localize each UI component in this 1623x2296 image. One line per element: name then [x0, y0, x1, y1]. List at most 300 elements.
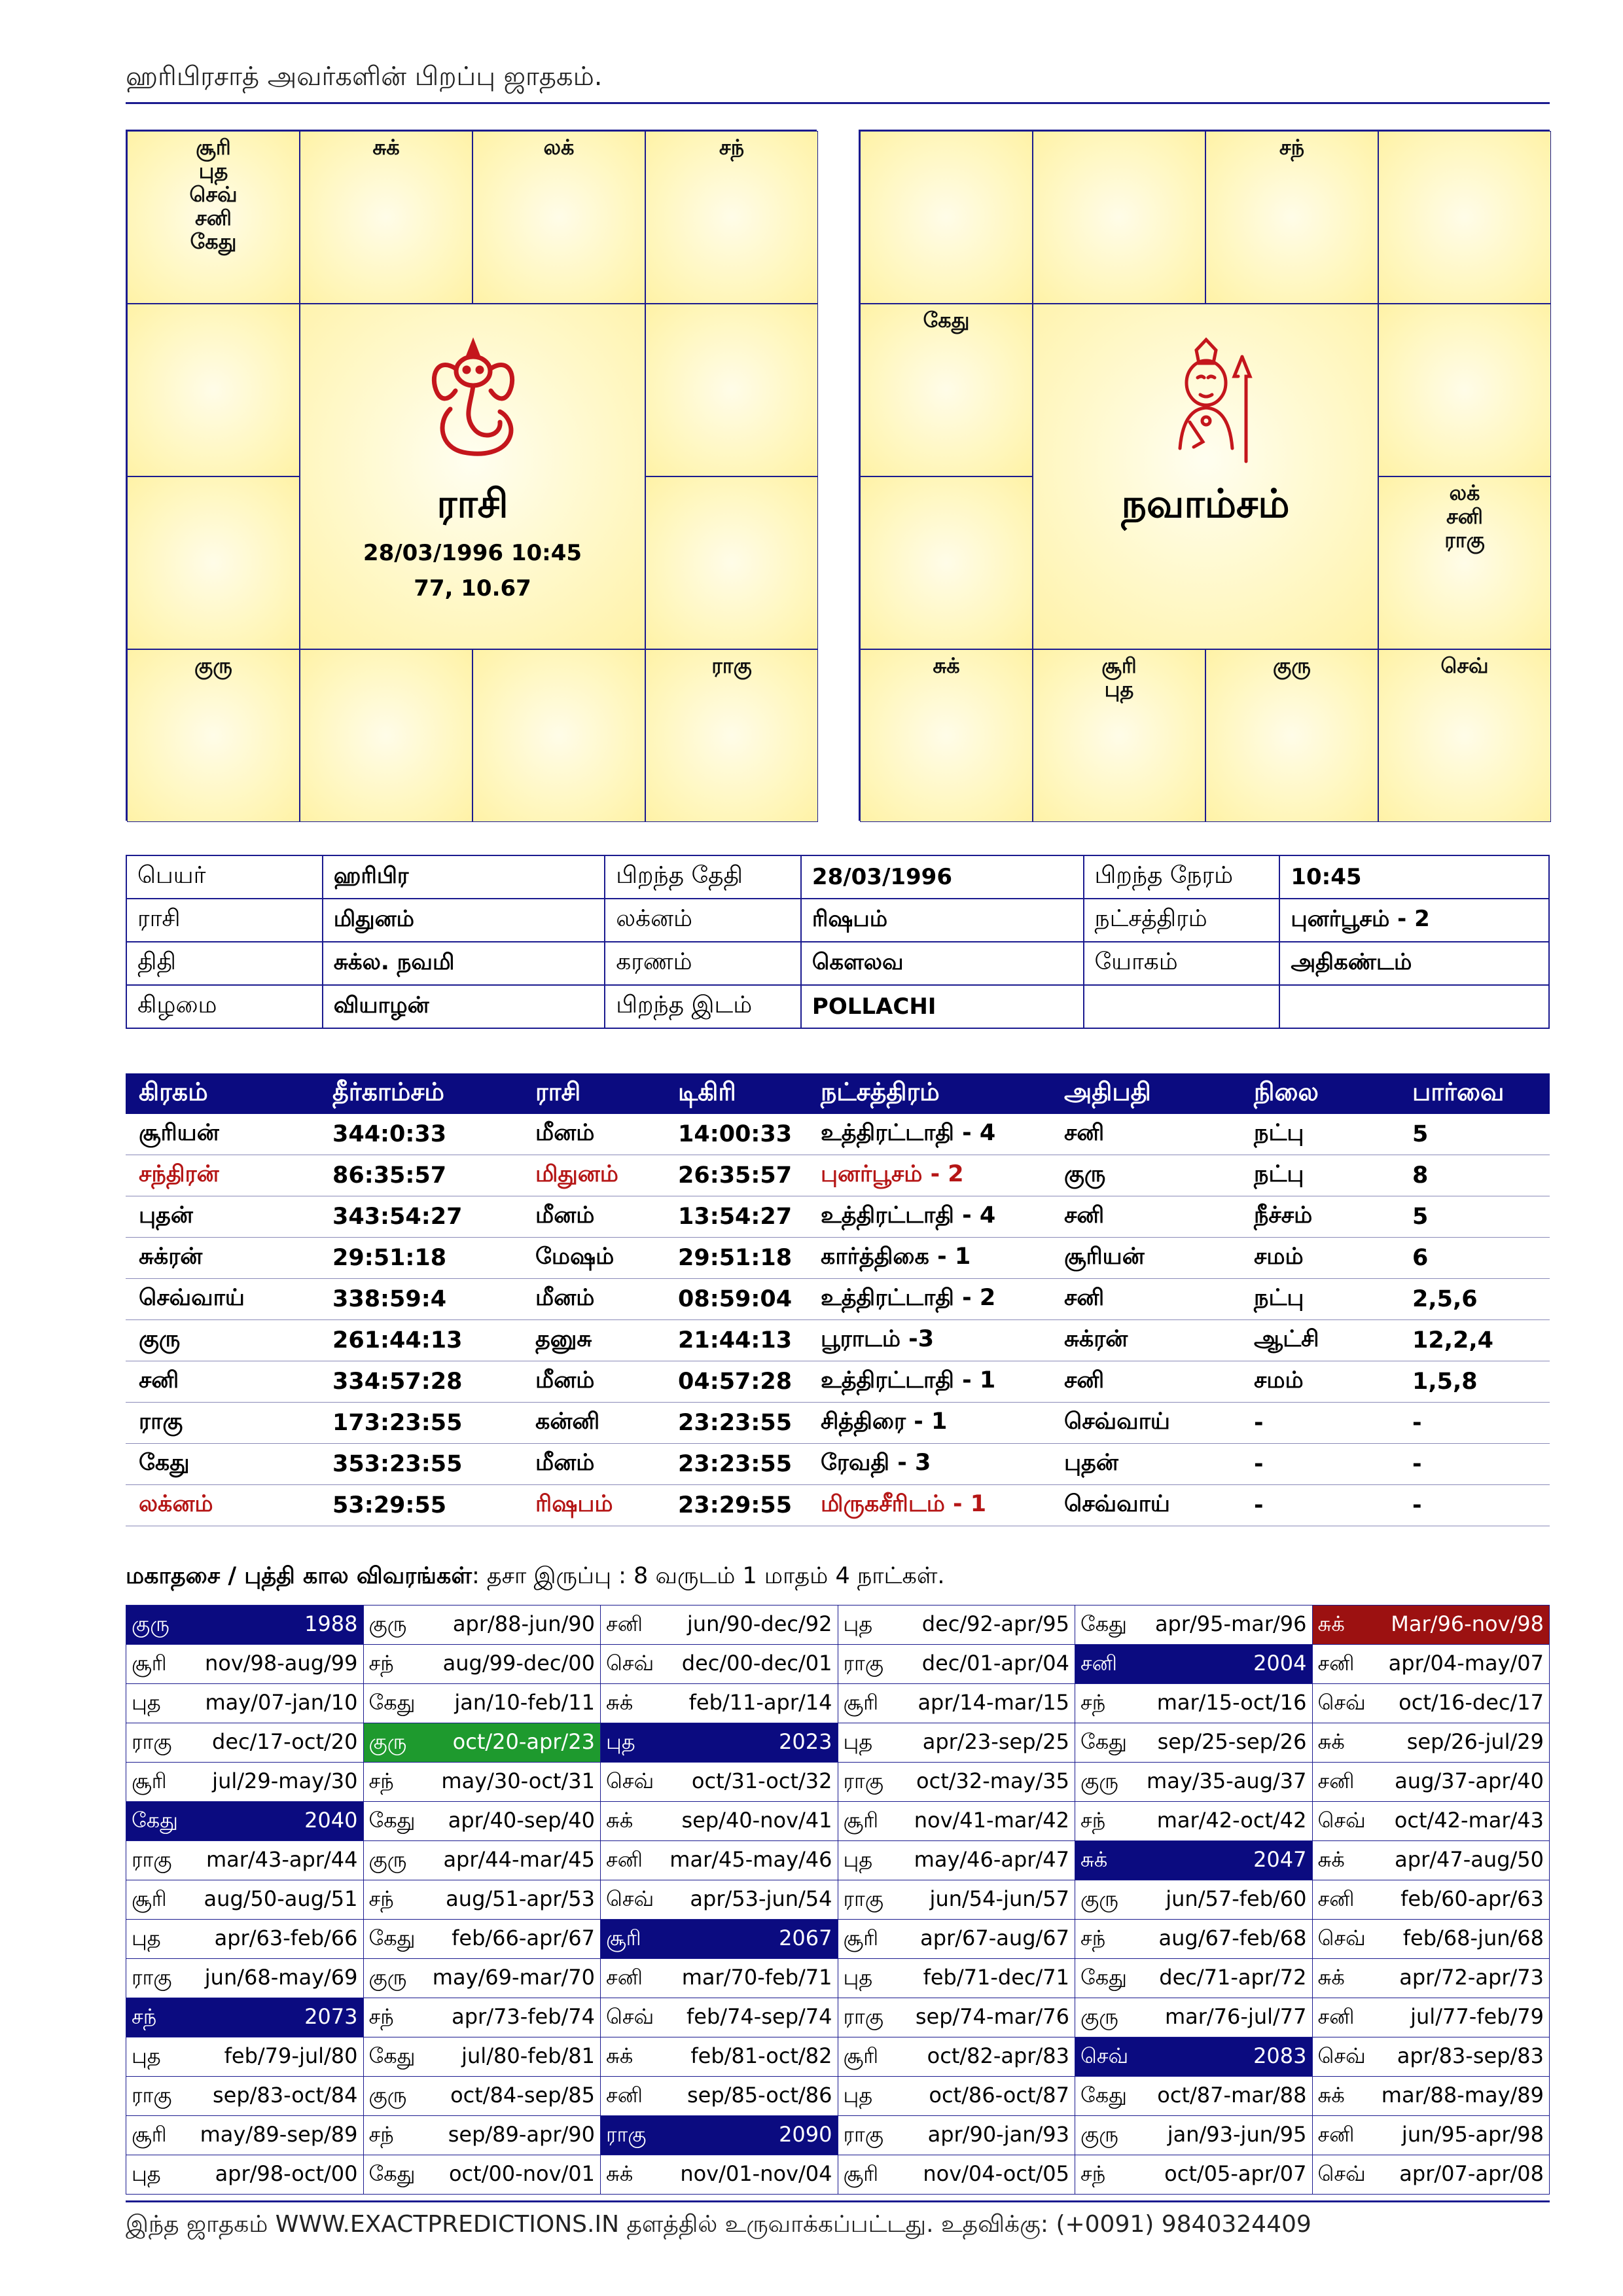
dasa-period: sep/25-sep/26	[1157, 1729, 1307, 1754]
dasa-cell	[1075, 1880, 1313, 1920]
planet-cell: சனி	[126, 1361, 319, 1403]
dasa-row	[126, 1763, 1550, 1802]
details-value	[1279, 985, 1549, 1028]
planet-row	[126, 1361, 1550, 1403]
dasa-cell	[838, 1605, 1075, 1645]
rasi-house-meenam: சூரி புத செவ் சனி கேது	[127, 131, 300, 304]
details-label: நட்சத்திரம்	[1084, 899, 1280, 942]
details-value: ரிஷபம்	[801, 899, 1084, 942]
dasa-planet: சனி	[1317, 2121, 1355, 2147]
birth-coordinates: 77, 10.67	[414, 575, 531, 601]
details-label: பெயர்	[126, 855, 323, 899]
dasa-planet: கேது	[1080, 1611, 1127, 1636]
dasa-cell	[1075, 1802, 1313, 1841]
details-value: சுக்ல. நவமி	[323, 942, 605, 985]
dasa-period: 2073	[304, 2003, 358, 2029]
navamsa-center	[1033, 304, 1378, 649]
dasa-planet: சுக்	[1317, 1964, 1345, 1990]
planet-cell: உத்திரட்டாதி - 2	[808, 1279, 1051, 1320]
dasa-cell	[601, 1920, 838, 1959]
dasa-cell	[601, 1645, 838, 1684]
dasa-period: sep/74-mar/76	[915, 2003, 1069, 2029]
planet-cell: குரு	[126, 1320, 319, 1361]
dasa-period: apr/53-jun/54	[690, 1886, 832, 1911]
dasa-cell	[363, 1605, 601, 1645]
planet-cell: மேஷம்	[522, 1238, 665, 1279]
dasa-period: apr/73-feb/74	[452, 2003, 595, 2029]
planets-table	[126, 1073, 1550, 1526]
dasa-planet: சந்	[368, 2121, 394, 2147]
dasa-planet: புத	[843, 1964, 873, 1990]
details-row	[126, 899, 1549, 942]
dasa-planet: சுக்	[1080, 1846, 1108, 1872]
dasa-period: sep/89-apr/90	[448, 2121, 595, 2147]
dasa-row	[126, 2155, 1550, 2195]
dasa-cell	[1075, 1763, 1313, 1802]
planet-cell: 23:23:55	[665, 1444, 808, 1485]
dasa-period: apr/90-jan/93	[927, 2121, 1069, 2147]
planet-cell: கார்த்திகை - 1	[808, 1238, 1051, 1279]
planet-row	[126, 1114, 1550, 1155]
dasa-cell	[1312, 1920, 1550, 1959]
dasa-period: 2004	[1253, 1650, 1307, 1676]
dasa-period: jun/57-feb/60	[1166, 1886, 1307, 1911]
details-label: ராசி	[126, 899, 323, 942]
dasa-period: may/35-aug/37	[1147, 1768, 1307, 1793]
planet-cell: 338:59:4	[319, 1279, 522, 1320]
planet-cell: 29:51:18	[665, 1238, 808, 1279]
dasa-period: 2023	[779, 1729, 832, 1754]
dasa-cell	[126, 1802, 364, 1841]
dasa-period: jan/93-jun/95	[1167, 2121, 1307, 2147]
dasa-planet: புத	[132, 2161, 161, 2186]
dasa-period: mar/70-feb/71	[681, 1964, 832, 1990]
dasa-planet: சுக்	[606, 1689, 633, 1715]
dasa-row	[126, 1880, 1550, 1920]
rasi-center	[300, 304, 645, 649]
dasa-planet: சந்	[132, 2003, 157, 2029]
dasa-period: mar/42-oct/42	[1156, 1807, 1307, 1833]
rasi-house-kumbam	[127, 304, 300, 476]
dasa-planet: சூரி	[843, 2161, 879, 2186]
dasa-heading	[126, 1563, 945, 1592]
details-value: புனர்பூசம் - 2	[1279, 899, 1549, 942]
dasa-period: feb/74-sep/74	[687, 2003, 832, 2029]
planet-cell: -	[1241, 1403, 1399, 1444]
navamsa-house-meenam	[860, 131, 1033, 304]
planet-cell: -	[1399, 1403, 1550, 1444]
planet-cell: செவ்வாய்	[1051, 1403, 1241, 1444]
dasa-period: sep/26-jul/29	[1406, 1729, 1544, 1754]
dasa-planet: செவ்	[1317, 2043, 1366, 2068]
navamsa-house-mesham	[1033, 131, 1205, 304]
dasa-planet: சனி	[606, 1964, 643, 1990]
dasa-planet: ராகு	[132, 2082, 172, 2108]
dasa-period: apr/98-oct/00	[215, 2161, 358, 2186]
planets-header-cell: கிரகம்	[126, 1073, 319, 1114]
planet-cell: தனுசு	[522, 1320, 665, 1361]
dasa-planet: செவ்	[1317, 1689, 1366, 1715]
dasa-period: jun/54-jun/57	[929, 1886, 1069, 1911]
dasa-planet: சனி	[1317, 1768, 1355, 1793]
dasa-period: apr/14-mar/15	[918, 1689, 1069, 1715]
rasi-house-makaram	[127, 476, 300, 649]
dasa-balance: : தசா இருப்பு : 8 வருடம் 1 மாதம் 4 நாட்கள்.	[471, 1563, 945, 1589]
dasa-cell	[1075, 1920, 1313, 1959]
dasa-cell	[601, 2077, 838, 2116]
dasa-period: may/46-apr/47	[914, 1846, 1069, 1872]
dasa-cell	[126, 1645, 364, 1684]
dasa-planet: ராகு	[843, 1650, 883, 1676]
dasa-row	[126, 1723, 1550, 1763]
planets-header-cell: தீர்காம்சம்	[319, 1073, 522, 1114]
navamsa-house-mithunam	[1378, 131, 1551, 304]
planet-cell: 21:44:13	[665, 1320, 808, 1361]
planet-cell: 29:51:18	[319, 1238, 522, 1279]
planet-cell: சமம்	[1241, 1238, 1399, 1279]
planet-cell: மிதுனம்	[522, 1155, 665, 1196]
dasa-period: dec/01-apr/04	[921, 1650, 1069, 1676]
navamsa-chart	[859, 130, 1550, 821]
planet-cell: 6	[1399, 1238, 1550, 1279]
dasa-planet: சனி	[1080, 1650, 1117, 1676]
dasa-period: jun/95-apr/98	[1401, 2121, 1544, 2147]
dasa-period: 2067	[779, 1925, 832, 1950]
dasa-cell	[1312, 2037, 1550, 2077]
dasa-planet: கேது	[132, 1807, 178, 1833]
dasa-cell	[363, 1841, 601, 1880]
planet-cell: நீச்சம்	[1241, 1196, 1399, 1238]
dasa-planet: சந்	[1080, 1925, 1106, 1950]
planet-row	[126, 1238, 1550, 1279]
dasa-cell	[838, 1959, 1075, 1998]
dasa-period: dec/71-apr/72	[1159, 1964, 1307, 1990]
dasa-planet: கேது	[368, 1925, 416, 1950]
dasa-row	[126, 2116, 1550, 2155]
planet-row	[126, 1444, 1550, 1485]
planet-row	[126, 1320, 1550, 1361]
planet-cell: 86:35:57	[319, 1155, 522, 1196]
dasa-planet: சந்	[368, 2003, 394, 2029]
planet-cell: 12,2,4	[1399, 1320, 1550, 1361]
planet-cell: உத்திரட்டாதி - 1	[808, 1361, 1051, 1403]
dasa-cell	[1312, 1802, 1550, 1841]
details-value: கௌலவ	[801, 942, 1084, 985]
dasa-period: sep/85-oct/86	[687, 2082, 832, 2108]
planet-cell: 5	[1399, 1196, 1550, 1238]
dasa-planet: கேது	[368, 2161, 416, 2186]
dasa-period: aug/67-feb/68	[1158, 1925, 1307, 1950]
dasa-planet: ராகு	[132, 1846, 172, 1872]
dasa-planet: சனி	[1317, 1650, 1355, 1676]
dasa-planet: குரு	[368, 1611, 407, 1636]
dasa-planet: குரு	[1080, 2121, 1118, 2147]
navamsa-house-dhanusu: சுக்	[860, 649, 1033, 822]
dasa-period: apr/72-apr/73	[1399, 1964, 1544, 1990]
dasa-cell	[601, 2037, 838, 2077]
dasa-cell	[1312, 1763, 1550, 1802]
dasa-cell	[363, 1920, 601, 1959]
dasa-period: oct/20-apr/23	[452, 1729, 595, 1754]
dasa-period: apr/47-aug/50	[1395, 1846, 1544, 1872]
dasa-cell	[838, 1880, 1075, 1920]
dasa-period: dec/00-dec/01	[681, 1650, 832, 1676]
dasa-period: mar/45-may/46	[669, 1846, 832, 1872]
dasa-period: apr/95-mar/96	[1154, 1611, 1307, 1636]
dasa-period: sep/83-oct/84	[212, 2082, 358, 2108]
planet-cell: மீனம்	[522, 1361, 665, 1403]
dasa-planet: சந்	[1080, 1689, 1106, 1715]
dasa-cell	[838, 2077, 1075, 2116]
planet-cell: நட்பு	[1241, 1279, 1399, 1320]
dasa-planet: குரு	[368, 1846, 407, 1872]
planet-cell: உத்திரட்டாதி - 4	[808, 1114, 1051, 1155]
dasa-cell	[1075, 2037, 1313, 2077]
planet-cell: மீனம்	[522, 1279, 665, 1320]
planet-cell: 1,5,8	[1399, 1361, 1550, 1403]
dasa-planet: சூரி	[606, 1925, 641, 1950]
details-value: 10:45	[1279, 855, 1549, 899]
dasa-period: oct/42-mar/43	[1394, 1807, 1544, 1833]
dasa-planet: சுக்	[606, 2043, 633, 2068]
dasa-planet: சூரி	[843, 1807, 879, 1833]
dasa-planet: கேது	[368, 2043, 416, 2068]
planet-row	[126, 1403, 1550, 1444]
planet-cell: 23:23:55	[665, 1403, 808, 1444]
dasa-cell	[126, 1959, 364, 1998]
dasa-planet: சனி	[606, 1611, 643, 1636]
dasa-cell	[601, 2155, 838, 2195]
planet-cell: 53:29:55	[319, 1485, 522, 1526]
dasa-cell	[601, 1998, 838, 2037]
dasa-planet: சந்	[368, 1650, 394, 1676]
dasa-cell	[1075, 1645, 1313, 1684]
planet-cell: 13:54:27	[665, 1196, 808, 1238]
footer-divider	[126, 2200, 1550, 2202]
details-label: யோகம்	[1084, 942, 1280, 985]
dasa-period: apr/40-sep/40	[448, 1807, 595, 1833]
ganesha-icon	[418, 331, 529, 461]
details-label: பிறந்த நேரம்	[1084, 855, 1280, 899]
dasa-period: 1988	[304, 1611, 358, 1636]
planet-cell: 5	[1399, 1114, 1550, 1155]
dasa-planet: புத	[606, 1729, 635, 1754]
planet-row	[126, 1155, 1550, 1196]
planet-cell: -	[1241, 1444, 1399, 1485]
dasa-period: oct/00-nov/01	[448, 2161, 595, 2186]
navamsa-house-viruchigam: சூரி புத	[1033, 649, 1205, 822]
dasa-planet: ராகு	[843, 1768, 883, 1793]
dasa-row	[126, 1841, 1550, 1880]
dasa-cell	[363, 1880, 601, 1920]
dasa-period: jun/68-may/69	[204, 1964, 358, 1990]
dasa-cell	[363, 1998, 601, 2037]
dasa-period: apr/04-may/07	[1388, 1650, 1544, 1676]
dasa-planet: சந்	[368, 1768, 394, 1793]
dasa-planet: குரு	[1080, 1768, 1118, 1793]
dasa-period: nov/01-nov/04	[680, 2161, 832, 2186]
planet-cell: மீனம்	[522, 1196, 665, 1238]
details-label: கரணம்	[605, 942, 801, 985]
dasa-planet: கேது	[368, 1689, 416, 1715]
planet-cell: சூரியன்	[126, 1114, 319, 1155]
dasa-cell	[1075, 1959, 1313, 1998]
header-divider	[126, 102, 1550, 104]
rasi-house-simmam	[645, 476, 818, 649]
planet-cell: புதன்	[126, 1196, 319, 1238]
dasa-table	[126, 1605, 1550, 2195]
dasa-cell	[126, 2037, 364, 2077]
dasa-cell	[1075, 1998, 1313, 2037]
dasa-period: may/89-sep/89	[200, 2121, 358, 2147]
dasa-row	[126, 1605, 1550, 1645]
dasa-cell	[601, 1605, 838, 1645]
dasa-planet: புத	[843, 2082, 873, 2108]
planet-cell: புனர்பூசம் - 2	[808, 1155, 1051, 1196]
details-row	[126, 942, 1549, 985]
dasa-planet: செவ்	[606, 1768, 654, 1793]
dasa-planet: கேது	[1080, 2082, 1127, 2108]
dasa-cell	[838, 1920, 1075, 1959]
dasa-planet: சூரி	[843, 2043, 879, 2068]
dasa-planet: சனி	[606, 1846, 643, 1872]
dasa-period: mar/15-oct/16	[1156, 1689, 1307, 1715]
dasa-period: jun/90-dec/92	[687, 1611, 832, 1636]
dasa-period: feb/60-apr/63	[1400, 1886, 1544, 1911]
planet-cell: சனி	[1051, 1196, 1241, 1238]
dasa-cell	[838, 1684, 1075, 1723]
dasa-period: jan/10-feb/11	[454, 1689, 595, 1715]
rasi-house-rishabam: லக்	[473, 131, 645, 304]
dasa-row	[126, 1920, 1550, 1959]
dasa-row	[126, 2077, 1550, 2116]
dasa-cell	[363, 2155, 601, 2195]
dasa-planet: சூரி	[132, 1650, 167, 1676]
dasa-planet: ராகு	[606, 2121, 647, 2147]
dasa-planet: குரு	[1080, 2003, 1118, 2029]
dasa-cell	[1075, 1605, 1313, 1645]
dasa-planet: செவ்	[1317, 1925, 1366, 1950]
dasa-period: oct/82-apr/83	[927, 2043, 1069, 2068]
murugan-icon	[1150, 337, 1262, 468]
dasa-cell	[601, 1763, 838, 1802]
dasa-cell	[126, 1723, 364, 1763]
dasa-planet: ராகு	[843, 2121, 883, 2147]
dasa-planet: சுக்	[606, 1807, 633, 1833]
dasa-cell	[126, 1998, 364, 2037]
dasa-row	[126, 1684, 1550, 1723]
dasa-cell	[126, 2077, 364, 2116]
dasa-period: dec/92-apr/95	[921, 1611, 1069, 1636]
navamsa-house-kanni: செவ்	[1378, 649, 1551, 822]
planet-cell: ரிஷபம்	[522, 1485, 665, 1526]
dasa-planet: குரு	[368, 1729, 407, 1754]
dasa-planet: சந்	[1080, 2161, 1106, 2186]
dasa-period: feb/11-apr/14	[688, 1689, 832, 1715]
dasa-planet: செவ்	[606, 2003, 654, 2029]
dasa-period: nov/04-oct/05	[923, 2161, 1069, 2186]
navamsa-house-simmam: லக் சனி ராகு	[1378, 476, 1551, 649]
dasa-cell	[126, 1684, 364, 1723]
planet-cell: சனி	[1051, 1114, 1241, 1155]
dasa-planet: புத	[132, 1689, 161, 1715]
dasa-cell	[838, 1723, 1075, 1763]
dasa-cell	[1075, 2077, 1313, 2116]
rasi-house-viruchigam	[300, 649, 473, 822]
dasa-cell	[363, 1763, 601, 1802]
planet-row	[126, 1196, 1550, 1238]
details-label	[1084, 985, 1280, 1028]
rasi-chart	[126, 130, 817, 821]
dasa-planet: சூரி	[843, 1689, 879, 1715]
rasi-house-thulam	[473, 649, 645, 822]
planet-cell: 261:44:13	[319, 1320, 522, 1361]
planets-header-cell: பார்வை	[1399, 1073, 1550, 1114]
planet-cell: லக்னம்	[126, 1485, 319, 1526]
dasa-cell	[838, 2155, 1075, 2195]
page-title: ஹரிபிரசாத் அவர்களின் பிறப்பு ஜாதகம்.	[126, 62, 603, 92]
dasa-planet: சனி	[1317, 2003, 1355, 2029]
dasa-cell	[126, 1605, 364, 1645]
dasa-period: 2090	[779, 2121, 832, 2147]
dasa-row	[126, 1998, 1550, 2037]
planet-cell: 04:57:28	[665, 1361, 808, 1403]
dasa-cell	[1312, 1605, 1550, 1645]
planet-cell: ரேவதி - 3	[808, 1444, 1051, 1485]
dasa-planet: சனி	[1317, 1886, 1355, 1911]
dasa-planet: சுக்	[1317, 1611, 1345, 1636]
dasa-planet: செவ்	[1317, 2161, 1366, 2186]
dasa-cell	[1312, 2155, 1550, 2195]
dasa-period: oct/16-dec/17	[1399, 1689, 1544, 1715]
dasa-cell	[126, 1920, 364, 1959]
details-value: POLLACHI	[801, 985, 1084, 1028]
planet-cell: சனி	[1051, 1361, 1241, 1403]
dasa-period: feb/71-dec/71	[923, 1964, 1069, 1990]
dasa-planet: சுக்	[606, 2161, 633, 2186]
dasa-cell	[1312, 1959, 1550, 1998]
dasa-cell	[1312, 1998, 1550, 2037]
dasa-period: apr/83-sep/83	[1397, 2043, 1544, 2068]
dasa-period: sep/40-nov/41	[681, 1807, 832, 1833]
dasa-row	[126, 1959, 1550, 1998]
dasa-cell	[126, 1880, 364, 1920]
planet-cell: 26:35:57	[665, 1155, 808, 1196]
planet-cell: 353:23:55	[319, 1444, 522, 1485]
planet-cell: புதன்	[1051, 1444, 1241, 1485]
dasa-planet: கேது	[1080, 1729, 1127, 1754]
dasa-period: 2083	[1253, 2043, 1307, 2068]
planet-cell: மீனம்	[522, 1444, 665, 1485]
dasa-cell	[1312, 2116, 1550, 2155]
dasa-cell	[126, 1841, 364, 1880]
dasa-period: apr/63-feb/66	[214, 1925, 358, 1950]
dasa-cell	[1312, 1880, 1550, 1920]
dasa-cell	[601, 1880, 838, 1920]
details-value: ஹரிபிர	[323, 855, 605, 899]
rasi-house-mesham: சுக்	[300, 131, 473, 304]
dasa-planet: செவ்	[606, 1650, 654, 1676]
dasa-planet: ராகு	[843, 2003, 883, 2029]
planet-cell: மிருகசீரிடம் - 1	[808, 1485, 1051, 1526]
dasa-planet: புத	[843, 1729, 873, 1754]
details-value: வியாழன்	[323, 985, 605, 1028]
dasa-planet: செவ்	[606, 1886, 654, 1911]
dasa-period: oct/84-sep/85	[450, 2082, 595, 2108]
dasa-cell	[601, 1802, 838, 1841]
planets-header-cell: டிகிரி	[665, 1073, 808, 1114]
dasa-period: aug/50-aug/51	[204, 1886, 358, 1911]
